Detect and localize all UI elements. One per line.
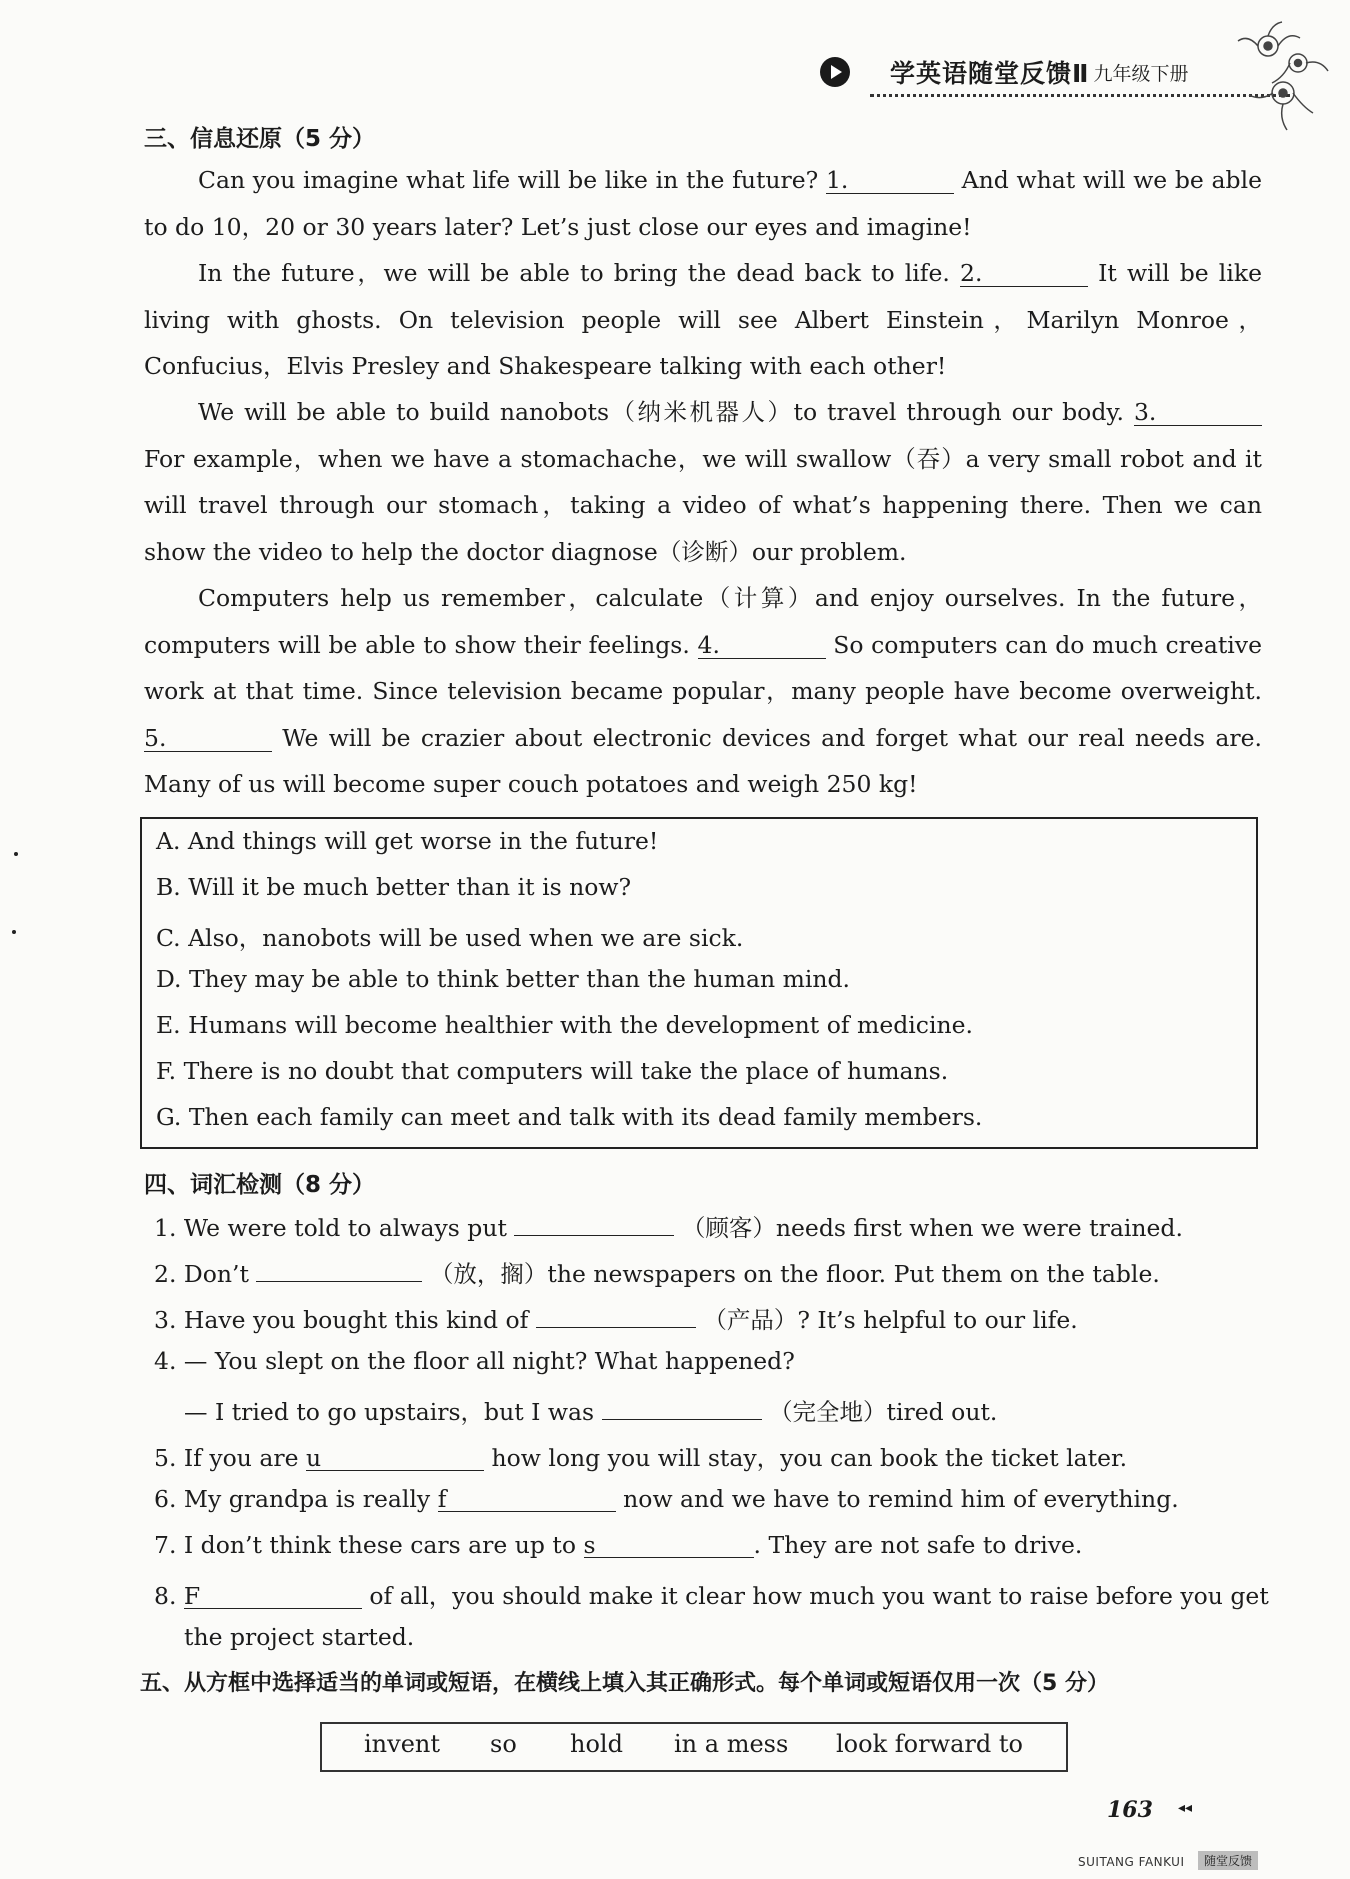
- vocab-question-4-reply: [184, 1393, 997, 1427]
- question-text: now and we have to remind him of everything.: [623, 1485, 1179, 1513]
- word-bank-item: in a mess: [674, 1730, 789, 1758]
- question-text: 2. Don’t: [154, 1260, 249, 1288]
- blank-number: 1.: [825, 166, 849, 194]
- answer-blank[interactable]: [584, 1531, 754, 1558]
- margin-mark: [14, 852, 18, 856]
- question-text: （完全地）tired out.: [769, 1398, 998, 1426]
- paragraph-text: Computers help us remember，calculate（计算）and enjoy ourselves. In the future，computers will be able to show their feelings.: [144, 584, 1262, 659]
- section4-heading: 四、词汇检测（8 分）: [144, 1172, 376, 1198]
- footer-brand-cn: 随堂反馈: [1198, 1851, 1258, 1870]
- word-bank-item: invent: [364, 1730, 440, 1758]
- paragraph-text: And what will we be able to do 10，20 or 30 years later? Let’s just close our eyes and imagine!: [144, 166, 1262, 241]
- options-box: [140, 817, 1258, 1149]
- arrows-icon: ◂◂: [1178, 1800, 1193, 1816]
- answer-blank-2[interactable]: [960, 260, 1088, 287]
- question-text: 1. We were told to always put: [154, 1214, 507, 1242]
- blank-initial-letter: F: [183, 1582, 201, 1610]
- blank-initial-letter: f: [437, 1485, 447, 1513]
- question-text: （放，搁）the newspapers on the floor. Put them on the table.: [429, 1260, 1160, 1288]
- option-e: E. Humans will become healthier with the development of medicine.: [156, 1011, 973, 1039]
- question-text: how long you will stay，you can book the ticket later.: [491, 1444, 1128, 1472]
- question-text: of all，you should make it clear how much you want to raise before you get: [369, 1582, 1269, 1610]
- answer-blank-3[interactable]: [1134, 399, 1262, 426]
- page-number: 163: [1107, 1797, 1153, 1823]
- question-text: （顾客）needs first when we were trained.: [681, 1214, 1183, 1242]
- footer-brand-en: SUITANG FANKUI: [1078, 1855, 1185, 1869]
- answer-blank[interactable]: [602, 1393, 762, 1420]
- paragraph-1: [144, 157, 1262, 250]
- book-title: 学英语随堂反馈Ⅱ: [890, 59, 1090, 88]
- answer-blank[interactable]: [536, 1301, 696, 1328]
- question-text: — I tried to go upstairs，but I was: [184, 1398, 595, 1426]
- answer-blank-4[interactable]: [698, 632, 826, 659]
- section3-heading: 三、信息还原（5 分）: [144, 126, 376, 152]
- blank-number: 4.: [697, 630, 720, 659]
- paragraph-text: So computers can do much creative work at that time. Since television became popular，many people have become overweight.: [144, 630, 1262, 705]
- word-bank-item: hold: [570, 1730, 623, 1758]
- answer-blank-1[interactable]: [826, 167, 954, 194]
- answer-blank[interactable]: [184, 1582, 362, 1609]
- vocab-question-7: [154, 1531, 1082, 1559]
- flower-decoration-icon: [1228, 18, 1338, 138]
- vocab-question-8: [154, 1577, 1269, 1611]
- paragraph-text: It will be like living with ghosts. On television people will see Albert Einstein，Marilyn Monroe，Confucius，Elvis Presley and Shakespeare talking with each other!: [144, 259, 1262, 380]
- section5-heading: 五、从方框中选择适当的单词或短语，在横线上填入其正确形式。每个单词或短语仅用一次（5 分）: [140, 1671, 1109, 1696]
- question-text: 7. I don’t think these cars are up to: [154, 1531, 577, 1559]
- answer-blank[interactable]: [306, 1444, 484, 1471]
- vocab-question-3: [154, 1301, 1078, 1335]
- answer-blank-5[interactable]: [144, 725, 272, 752]
- option-a: A. And things will get worse in the future!: [156, 827, 659, 855]
- blank-number: 3.: [1133, 398, 1157, 426]
- question-text: （产品）? It’s helpful to our life.: [703, 1306, 1078, 1334]
- blank-number: 2.: [960, 259, 983, 287]
- question-text: 8.: [154, 1582, 177, 1610]
- page-header: [820, 52, 1188, 92]
- blank-initial-letter: u: [306, 1444, 322, 1472]
- option-d: D. They may be able to think better than the human mind.: [156, 965, 851, 993]
- answer-blank[interactable]: [514, 1209, 674, 1236]
- vocab-question-2: [154, 1255, 1160, 1289]
- option-g: G. Then each family can meet and talk with its dead family members.: [156, 1103, 983, 1131]
- blank-number: 5.: [144, 723, 167, 752]
- answer-blank[interactable]: [256, 1255, 422, 1282]
- vocab-question-5: [154, 1439, 1127, 1473]
- paragraph-text: Can you imagine what life will be like in the future?: [198, 166, 819, 194]
- question-text: . They are not safe to drive.: [753, 1531, 1083, 1559]
- play-icon: [820, 57, 850, 87]
- vocab-question-8-cont: the project started.: [184, 1623, 415, 1651]
- question-text: 5. If you are: [154, 1444, 299, 1472]
- option-b: B. Will it be much better than it is now?: [156, 873, 632, 901]
- answer-blank[interactable]: [438, 1485, 616, 1512]
- word-bank-item: look forward to: [836, 1730, 1023, 1758]
- paragraph-text: We will be crazier about electronic devices and forget what our real needs are. Many of us will become super couch potatoes and weigh 250 kg!: [144, 723, 1262, 798]
- vocab-question-1: [154, 1209, 1183, 1243]
- book-subtitle: 九年级下册: [1093, 62, 1189, 85]
- word-bank-box: [320, 1722, 1068, 1772]
- question-text: 6. My grandpa is really: [154, 1485, 431, 1513]
- question-text: 3. Have you bought this kind of: [154, 1306, 529, 1334]
- paragraph-4: [144, 575, 1262, 808]
- option-f: F. There is no doubt that computers will take the place of humans.: [156, 1057, 949, 1085]
- paragraph-3: [144, 389, 1262, 575]
- paragraph-2: [144, 250, 1262, 390]
- option-c: C. Also，nanobots will be used when we are sick.: [156, 924, 744, 952]
- paragraph-text: We will be able to build nanobots（纳米机器人）to travel through our body.: [198, 398, 1125, 426]
- word-bank-item: so: [490, 1730, 517, 1758]
- vocab-question-4: 4. — You slept on the floor all night? What happened?: [154, 1347, 795, 1375]
- margin-mark: [12, 930, 16, 934]
- header-divider: [870, 94, 1290, 97]
- paragraph-text: For example，when we have a stomachache，we will swallow（吞）a very small robot and it will travel through our stomach，taking a video of what’s happening there. Then we can show the video to help the doctor diagnose（诊断）our problem.: [144, 444, 1262, 566]
- vocab-question-6: [154, 1485, 1179, 1513]
- blank-initial-letter: s: [583, 1531, 596, 1559]
- paragraph-text: In the future，we will be able to bring the dead back to life.: [198, 259, 950, 287]
